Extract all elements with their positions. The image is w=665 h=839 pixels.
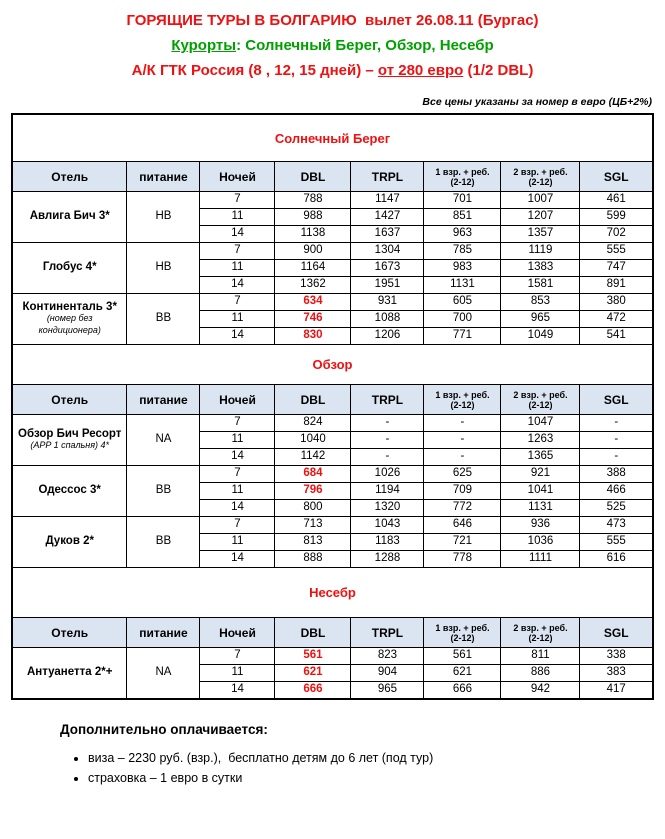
column-header-hotel [12, 162, 127, 192]
nights-cell: 14 [200, 682, 275, 699]
nights-cell: 14 [200, 500, 275, 517]
nights-cell: 11 [200, 665, 275, 682]
nights-cell: 7 [200, 466, 275, 483]
column-header-adult2-child [501, 385, 580, 415]
price-cell-dbl: 800 [275, 500, 351, 517]
nights-cell: 7 [200, 648, 275, 665]
price-cell-adult2-child: 1041 [501, 483, 580, 500]
price-cell-adult1-child: 666 [424, 682, 501, 699]
price-cell-adult2-child: 921 [501, 466, 580, 483]
column-header-label: питание [139, 625, 188, 640]
title-line-1: ГОРЯЩИЕ ТУРЫ В БОЛГАРИЮ вылет 26.08.11 (Бургас) [126, 12, 539, 29]
price-cell-adult1-child: 709 [424, 483, 501, 500]
price-cell-sgl: 555 [580, 534, 653, 551]
price-cell-sgl: 891 [580, 277, 653, 294]
price-cell-sgl: 747 [580, 260, 653, 277]
column-header-dbl [275, 385, 351, 415]
price-table-body [12, 114, 653, 699]
price-cell-trpl: - [351, 415, 424, 432]
column-header-label: питание [139, 392, 188, 407]
price-cell-adult2-child: 886 [501, 665, 580, 682]
price-cell-dbl: 666 [275, 682, 351, 699]
nights-cell: 14 [200, 277, 275, 294]
resorts-label: Курорты [171, 37, 237, 54]
price-cell-sgl: 473 [580, 517, 653, 534]
price-cell-adult1-child: 983 [424, 260, 501, 277]
price-cell-trpl: 1147 [351, 192, 424, 209]
price-cell-trpl: 904 [351, 665, 424, 682]
column-header-label: Ночей [219, 169, 256, 184]
price-cell-sgl: 388 [580, 466, 653, 483]
price-cell-adult2-child: 942 [501, 682, 580, 699]
price-cell-trpl: 1206 [351, 328, 424, 345]
price-cell-adult2-child: 1007 [501, 192, 580, 209]
column-header-label: 1 взр. + реб. [435, 622, 490, 633]
price-cell-adult1-child: 700 [424, 311, 501, 328]
column-header-trpl [351, 618, 424, 648]
footer [60, 722, 665, 785]
hotel-name-cell [12, 466, 127, 517]
price-cell-dbl: 824 [275, 415, 351, 432]
column-header-sgl [580, 162, 653, 192]
title-line-3 [0, 58, 665, 83]
price-cell-adult1-child: 851 [424, 209, 501, 226]
section-title: Солнечный Берег [12, 114, 653, 162]
price-cell-trpl: 1288 [351, 551, 424, 568]
price-cell-trpl: 1088 [351, 311, 424, 328]
price-cell-dbl: 796 [275, 483, 351, 500]
column-header-sub: (2-12) [450, 176, 475, 187]
price-cell-adult2-child: 853 [501, 294, 580, 311]
hotel-name: Глобус 4* [42, 261, 97, 274]
column-header-adult1-child [424, 385, 501, 415]
price-cell-trpl: 1637 [351, 226, 424, 243]
hotel-name: Авлига Бич 3* [29, 210, 110, 223]
nights-cell: 11 [200, 432, 275, 449]
nights-cell: 11 [200, 209, 275, 226]
column-header-label: TRPL [371, 625, 404, 640]
price-cell-adult1-child: 785 [424, 243, 501, 260]
price-cell-dbl: 1164 [275, 260, 351, 277]
price-cell-trpl: 1043 [351, 517, 424, 534]
meal-plan-cell: HB [127, 192, 200, 243]
price-cell-trpl: 965 [351, 682, 424, 699]
nights-cell: 7 [200, 415, 275, 432]
nights-cell: 11 [200, 311, 275, 328]
price-cell-trpl: 1673 [351, 260, 424, 277]
price-cell-sgl: 541 [580, 328, 653, 345]
column-header-label: TRPL [371, 169, 404, 184]
price-cell-adult2-child: 1131 [501, 500, 580, 517]
column-header-sgl [580, 618, 653, 648]
price-cell-adult2-child: 1036 [501, 534, 580, 551]
price-cell-adult2-child: 1047 [501, 415, 580, 432]
price-cell-trpl: 1304 [351, 243, 424, 260]
price-cell-dbl: 1142 [275, 449, 351, 466]
column-header-label: Ночей [219, 625, 256, 640]
nights-cell: 14 [200, 328, 275, 345]
column-header-dbl [275, 162, 351, 192]
price-cell-adult2-child: 1383 [501, 260, 580, 277]
column-header-label: Ночей [219, 392, 256, 407]
column-header-sgl [580, 385, 653, 415]
price-cell-adult1-child: 605 [424, 294, 501, 311]
price-cell-dbl: 1362 [275, 277, 351, 294]
column-header-label: Отель [51, 169, 89, 184]
price-cell-sgl: 383 [580, 665, 653, 682]
hotel-name-cell [12, 517, 127, 568]
column-header-sub: (2-12) [528, 632, 553, 643]
price-cell-sgl: 417 [580, 682, 653, 699]
column-header-adult1-child [424, 162, 501, 192]
column-header-meal [127, 618, 200, 648]
price-cell-sgl: 616 [580, 551, 653, 568]
price-cell-adult2-child: 1365 [501, 449, 580, 466]
price-cell-trpl: 1194 [351, 483, 424, 500]
price-cell-dbl: 888 [275, 551, 351, 568]
price-cell-adult1-child: 625 [424, 466, 501, 483]
price-cell-adult1-child: - [424, 415, 501, 432]
price-cell-dbl: 900 [275, 243, 351, 260]
column-header-trpl [351, 385, 424, 415]
column-header-label: SGL [603, 392, 629, 407]
column-header-label: Отель [51, 392, 89, 407]
price-cell-trpl: 931 [351, 294, 424, 311]
price-cell-trpl: 1320 [351, 500, 424, 517]
price-cell-adult1-child: 772 [424, 500, 501, 517]
price-table [11, 113, 654, 700]
column-header-dbl [275, 618, 351, 648]
nights-cell: 14 [200, 551, 275, 568]
price-cell-sgl: 461 [580, 192, 653, 209]
title-line-2 [0, 33, 665, 58]
column-header-trpl [351, 162, 424, 192]
column-header-label: 2 взр. + реб. [513, 622, 568, 633]
hotel-name: Обзор Бич Ресорт [18, 427, 122, 440]
column-header-label: TRPL [371, 392, 404, 407]
hotel-note: (APP 1 спальня) 4* [30, 440, 110, 450]
document-header [0, 0, 665, 83]
meal-plan-cell: NA [127, 648, 200, 699]
column-header-label: DBL [300, 392, 326, 407]
price-cell-dbl: 746 [275, 311, 351, 328]
price-cell-adult2-child: 1207 [501, 209, 580, 226]
price-cell-adult2-child: 1049 [501, 328, 580, 345]
price-cell-adult2-child: 1263 [501, 432, 580, 449]
hotel-name-cell [12, 294, 127, 345]
hotel-name-cell [12, 192, 127, 243]
price-cell-sgl: 599 [580, 209, 653, 226]
price-cell-adult1-child: - [424, 449, 501, 466]
price-cell-sgl: - [580, 432, 653, 449]
column-header-sub: (2-12) [450, 632, 475, 643]
column-header-adult1-child [424, 618, 501, 648]
price-cell-dbl: 788 [275, 192, 351, 209]
price-cell-adult2-child: 1111 [501, 551, 580, 568]
meal-plan-cell: BB [127, 466, 200, 517]
price-cell-adult2-child: 1581 [501, 277, 580, 294]
column-header-adult2-child [501, 162, 580, 192]
price-cell-adult1-child: - [424, 432, 501, 449]
price-cell-dbl: 634 [275, 294, 351, 311]
footer-title: Дополнительно оплачивается: [60, 721, 268, 737]
price-cell-sgl: - [580, 415, 653, 432]
price-cell-adult1-child: 621 [424, 665, 501, 682]
column-header-meal [127, 162, 200, 192]
hotel-name-cell [12, 648, 127, 699]
price-cell-sgl: 472 [580, 311, 653, 328]
section-title: Обзор [12, 345, 653, 385]
footer-list [88, 751, 665, 785]
column-header-hotel [12, 618, 127, 648]
meal-plan-cell: NA [127, 415, 200, 466]
column-header-meal [127, 385, 200, 415]
nights-cell: 11 [200, 483, 275, 500]
nights-cell: 7 [200, 517, 275, 534]
nights-cell: 7 [200, 192, 275, 209]
price-cell-sgl: 525 [580, 500, 653, 517]
price-cell-adult1-child: 721 [424, 534, 501, 551]
nights-cell: 11 [200, 534, 275, 551]
price-cell-adult1-child: 561 [424, 648, 501, 665]
column-header-sub: (2-12) [450, 399, 475, 410]
column-header-label: SGL [603, 169, 629, 184]
price-cell-dbl: 713 [275, 517, 351, 534]
price-cell-adult1-child: 778 [424, 551, 501, 568]
price-cell-dbl: 830 [275, 328, 351, 345]
column-header-nights [200, 618, 275, 648]
column-header-nights [200, 162, 275, 192]
resorts-list: : Солнечный Берег, Обзор, Несебр [236, 37, 494, 54]
price-cell-sgl: 555 [580, 243, 653, 260]
column-header-label: Отель [51, 625, 89, 640]
hotel-note: (номер без кондиционера) [38, 313, 101, 335]
column-header-label: 2 взр. + реб. [513, 389, 568, 400]
price-cell-dbl: 988 [275, 209, 351, 226]
meal-plan-cell: BB [127, 517, 200, 568]
price-cell-adult1-child: 963 [424, 226, 501, 243]
price-cell-trpl: 1026 [351, 466, 424, 483]
nights-cell: 14 [200, 226, 275, 243]
price-cell-dbl: 1040 [275, 432, 351, 449]
price-cell-dbl: 1138 [275, 226, 351, 243]
price-from-label: от 280 евро [377, 62, 464, 79]
column-header-nights [200, 385, 275, 415]
price-cell-adult1-child: 1131 [424, 277, 501, 294]
price-cell-trpl: 1183 [351, 534, 424, 551]
price-cell-adult2-child: 965 [501, 311, 580, 328]
price-cell-adult2-child: 936 [501, 517, 580, 534]
price-cell-adult1-child: 771 [424, 328, 501, 345]
section-title: Несебр [12, 568, 653, 618]
price-cell-sgl: - [580, 449, 653, 466]
hotel-name: Антуанетта 2*+ [26, 666, 113, 678]
footer-bullet-insurance: • страховка – 1 евро в сутки [88, 771, 665, 785]
price-cell-trpl: 823 [351, 648, 424, 665]
column-header-label: DBL [300, 625, 326, 640]
price-cell-trpl: - [351, 432, 424, 449]
column-header-label: DBL [300, 169, 326, 184]
footer-bullet-visa: • виза – 2230 руб. (взр.), бесплатно детям до 6 лет (под тур) [88, 751, 665, 765]
currency-note: Все цены указаны за номер в евро (ЦБ+2%) [422, 96, 652, 108]
price-cell-trpl: - [351, 449, 424, 466]
column-header-sub: (2-12) [528, 399, 553, 410]
hotel-name: Одессос 3* [38, 484, 101, 497]
column-header-label: 1 взр. + реб. [435, 166, 490, 177]
price-cell-dbl: 621 [275, 665, 351, 682]
meal-plan-cell: HB [127, 243, 200, 294]
price-cell-sgl: 338 [580, 648, 653, 665]
price-cell-adult2-child: 811 [501, 648, 580, 665]
hotel-name-cell [12, 243, 127, 294]
nights-cell: 7 [200, 294, 275, 311]
price-cell-trpl: 1427 [351, 209, 424, 226]
price-cell-adult2-child: 1357 [501, 226, 580, 243]
airline-info: А/К ГТК Россия (8 , 12, 15 дней) – [131, 62, 378, 79]
nights-cell: 11 [200, 260, 275, 277]
price-cell-dbl: 813 [275, 534, 351, 551]
column-header-label: 2 взр. + реб. [513, 166, 568, 177]
column-header-sub: (2-12) [528, 176, 553, 187]
price-cell-dbl: 684 [275, 466, 351, 483]
hotel-name: Континенталь 3* [22, 300, 117, 313]
column-header-label: питание [139, 169, 188, 184]
price-cell-sgl: 702 [580, 226, 653, 243]
column-header-label: SGL [603, 625, 629, 640]
price-cell-adult2-child: 1119 [501, 243, 580, 260]
hotel-name-cell [12, 415, 127, 466]
price-cell-sgl: 466 [580, 483, 653, 500]
price-cell-dbl: 561 [275, 648, 351, 665]
nights-cell: 7 [200, 243, 275, 260]
price-cell-trpl: 1951 [351, 277, 424, 294]
price-cell-adult1-child: 646 [424, 517, 501, 534]
meal-plan-cell: BB [127, 294, 200, 345]
price-cell-adult1-child: 701 [424, 192, 501, 209]
column-header-hotel [12, 385, 127, 415]
nights-cell: 14 [200, 449, 275, 466]
column-header-label: 1 взр. + реб. [435, 389, 490, 400]
column-header-adult2-child [501, 618, 580, 648]
price-cell-sgl: 380 [580, 294, 653, 311]
price-basis-label: (1/2 DBL) [463, 62, 534, 79]
hotel-name: Дуков 2* [45, 535, 94, 548]
